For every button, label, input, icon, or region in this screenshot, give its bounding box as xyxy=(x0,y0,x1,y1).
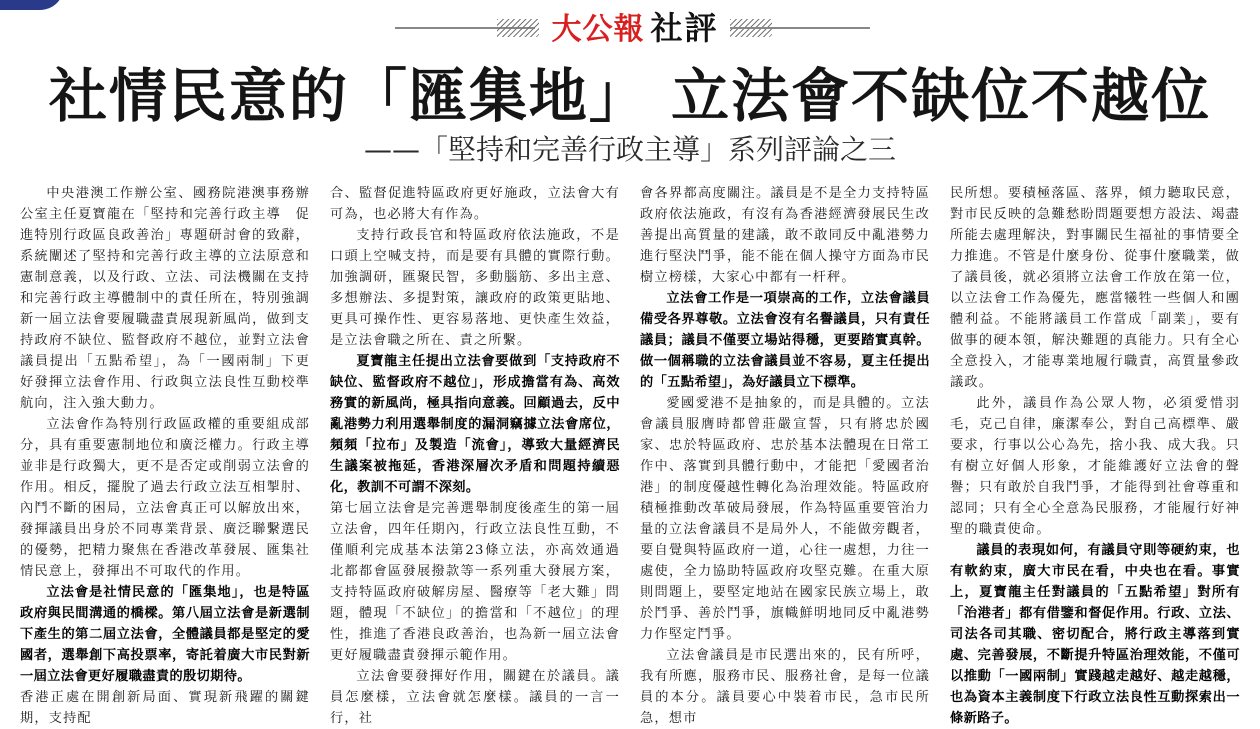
masthead xyxy=(0,2,1260,50)
column-3-paragraph-4: 立法會議員是市民選出來的，民有所呼，我有所應，服務市民、服務社會，是每一位議員的本分。議員要心中裝着市民，急市民所急，想市 xyxy=(640,648,930,726)
column-1-paragraph-4: 香港正處在開創新局面、實現新飛躍的關鍵期，支持配 xyxy=(20,690,310,726)
column-4-paragraph-1: 民所想。要積極落區、落界，傾力聽取民意，對市民反映的急難愁盼問題要想方設法、竭盡所能去處理解決，對事關民生福祉的事情要全力推進。不管是什麼身份、從事什麼職業，做了議員後，就必須將立法會工作放在第一位，以立法會工作為優先，應當犧牲一些個人和團體利益。不能將議員工作當成「副業」，要有做事的硬本領，解決難題的真能力。只有全心全意投入，才能專業地履行職責，高質量參政議政。 xyxy=(950,186,1240,390)
column-1-paragraph-2: 立法會作為特別行政區政權的重要組成部分，具有重要憲制地位和廣泛權力。行政主導並非是行政獨大，更不是否定或削弱立法會的作用。相反，擺脫了過去行政立法互相掣肘、內鬥不斷的困局，立法會真正可以解放出來，發揮議員出身於不同專業背景、廣泛聯繫選民的優勢，把精力聚焦在香港改革發展、匯集社情民意上，發揮出不可取代的作用。 xyxy=(20,417,310,579)
masthead-brand xyxy=(540,6,730,46)
column-2-paragraph-1: 合、監督促進特區政府更好施政，立法會大有可為，也必將大有作為。 xyxy=(330,186,620,222)
column-3-paragraph-2: 立法會工作是一項崇高的工作，立法會議員備受各界尊敬。立法會沒有名譽議員，只有責任議員；議員不僅要立場站得穩，更要踏實真幹。做一個稱職的立法會議員並不容易，夏主任提出的「五點希望」，為好議員立下標準。 xyxy=(640,291,930,390)
subheadline: ——「堅持和完善行政主導」系列評論之三 xyxy=(363,133,896,166)
column-3-paragraph-3: 愛國愛港不是抽象的，而是具體的。立法會議員服膺時都曾莊嚴宣誓，只有將忠於國家、忠於特區政府、忠於基本法體現在日常工作中、落實到具體行動中，才能把「愛國者治港」的制度優越性轉化為治理效能。特區政府積極推動改革破局發展，作為特區重要管治力量的立法會議員不是局外人，不能做旁觀者，要自覺與特區政府一道，心往一處想，力往一處使，全力協助特區政府攻堅克難。在重大原則問題上，要堅定地站在國家民族立場上，敢於鬥爭、善於鬥爭，旗幟鮮明地同反中亂港勢力作堅定鬥爭。 xyxy=(640,396,930,642)
column-2-paragraph-5: 立法會要發揮好作用，關鍵在於議員。議員怎麼樣，立法會就怎麼樣。議員的一言一行，社 xyxy=(330,669,620,726)
column-2-paragraph-3: 夏寶龍主任提出立法會要做到「支持政府不缺位、監督政府不越位」，形成擔當有為、高效務實的新風尚，極具指向意義。回顧過去，反中亂港勢力利用選舉制度的漏洞竊據立法會席位，頻頻「拉布」及製造「流會」，導致大量經濟民生議案被拖延，香港深層次矛盾和問題持續惡化，教訓不可謂不深刻。 xyxy=(330,354,620,495)
article-column-2 xyxy=(330,183,620,726)
section-title: 社評 xyxy=(650,9,719,47)
column-3-paragraph-1: 會各界都高度關注。議員是不是全力支持特區政府依法施政，有沒有為香港經濟發展民生改善提出高質量的建議，敢不敢同反中亂港勢力進行堅決鬥爭，能不能在個人操守方面為市民樹立榜樣，大家心中都有一杆秤。 xyxy=(640,186,930,285)
column-1-paragraph-1: 中央港澳工作辦公室、國務院港澳事務辦公室主任夏寶龍在「堅持和完善行政主導 促進特別行政區良政善治」專題研討會的致辭，系統闡述了堅持和完善行政主導的立法原意和憲制意義，以及行政、立法、司法機關在支持和完善行政主導體制中的責任所在，特別強調新一屆立法會要履職盡責展現新風尚，做到支持政府不缺位、監督政府不越位，並對立法會議員提出「五點希望」，為「一國兩制」下更好發揮立法會作用、行政與立法良性互動校準航向，注入強大動力。 xyxy=(20,186,310,411)
column-4-paragraph-2: 此外，議員作為公眾人物，必須愛惜羽毛，克己自律，廉潔奉公，對自己高標準、嚴要求，行事以公心為先，捨小我、成大我。只有樹立好個人形象，才能維護好立法會的聲譽；只有敢於自我鬥爭，才能得到社會尊重和認同；只有全心全意為民服務，才能履行好神聖的職責使命。 xyxy=(950,396,1240,537)
column-1-paragraph-3: 立法會是社情民意的「匯集地」，也是特區政府與民間溝通的橋樑。第八屆立法會是新選制下產生的第二屆立法會，全體議員都是堅定的愛國者，選舉創下高投票率，寄託着廣大市民對新一屆立法會更好履職盡責的殷切期待。 xyxy=(20,585,310,684)
column-2-paragraph-2: 支持行政長官和特區政府依法施政，不是口頭上空喊支持，而是要有具體的實際行動。加強調研，匯聚民智，多動腦筋、多出主意、多想辦法、多提對策，讓政府的政策更貼地、更具可操作性、更容易落地、更快產生效益，是立法會職之所在、責之所繫。 xyxy=(330,228,620,348)
brand-logo-text: 大公報 xyxy=(551,12,645,47)
article-column-1 xyxy=(20,183,310,726)
article-column-4 xyxy=(950,183,1240,726)
headline: 社情民意的「匯集地」 立法會不缺位不越位 xyxy=(48,62,1212,130)
masthead-rule-right xyxy=(730,27,870,29)
column-2-paragraph-4: 第七屆立法會是完善選舉制度後產生的第一屆立法會，四年任期內，行政立法良性互動，不僅順利完成基本法第23條立法，亦高效通過北都都會區發展撥款等一系列重大發展方案，支持特區政府破解房屋、醫療等「老大難」問題，體現「不缺位」的擔當和「不越位」的理性，推進了香港良政善治，也為新一屆立法會更好履職盡責發揮示範作用。 xyxy=(330,501,620,663)
column-4-paragraph-3: 議員的表現如何，有議員守則等硬約束，也有軟約束，廣大市民在看，中央也在看。事實上，夏寶龍主任對議員的「五點希望」對所有「治港者」都有借鑒和督促作用。行政、立法、司法各司其職、密切配合，將行政主導落到實處、完善發展，不斷提升特區治理效能，不僅可以推動「一國兩制」實踐越走越好、越走越穩，也為資本主義制度下行政立法良性互動探索出一條新路子。 xyxy=(950,543,1240,726)
masthead-hatch-left xyxy=(497,19,539,37)
article-column-3 xyxy=(640,183,930,726)
